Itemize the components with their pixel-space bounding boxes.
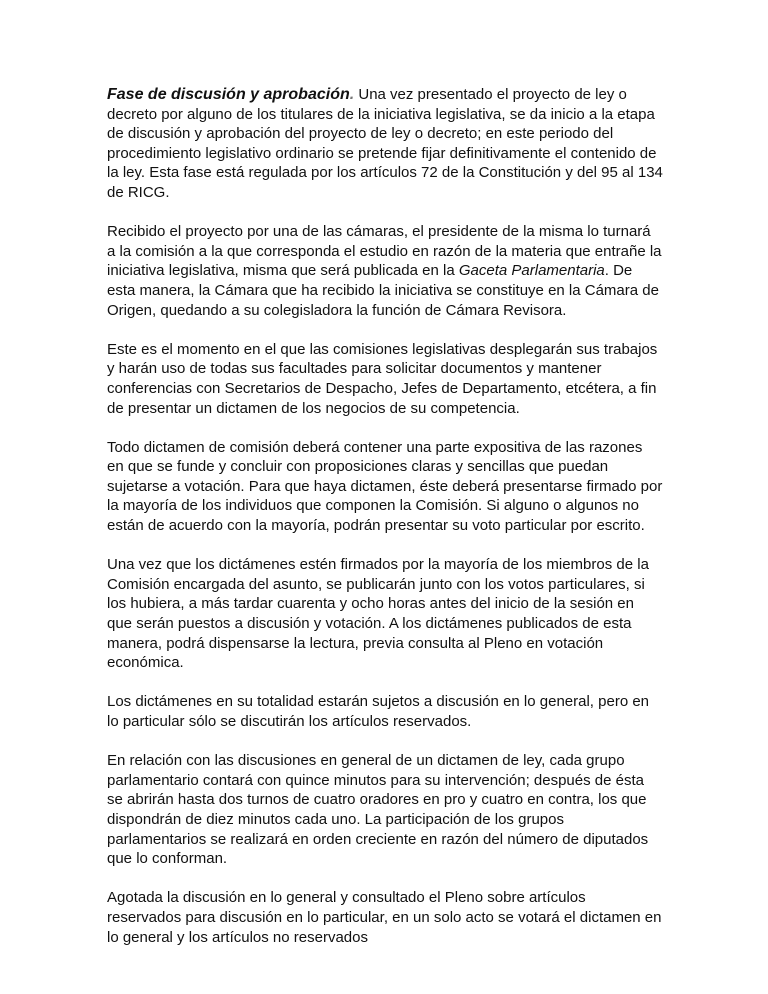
paragraph-commissions-work: Este es el momento en el que las comisiones legislativas desplegarán sus trabajos y harán uso de todas sus facultades para solicitar documentos y mantener conferencias con Secretarios de Despacho, Jefes de Departamento, etcétera, a fin de presentar un dictamen de los negocios de su competencia. (107, 340, 658, 417)
paragraph-turn-to-commission (107, 222, 663, 320)
section-heading: Fase de discusión y aprobación (107, 86, 350, 103)
document-body (107, 85, 663, 967)
paragraph-dictamen-content: Todo dictamen de comisión deberá contener una parte expositiva de las razones en que se funde y concluir con proposiciones claras y sencillas que puedan sujetarse a votación. Para que haya dictamen, éste deberá presentarse firmado por la mayoría de los individuos que componen la Comisión. Si alguno o algunos no están de acuerdo con la mayoría, podrán presentar su voto particular por escrito. (107, 438, 663, 535)
paragraph-2-before: Recibido el proyecto por una de las cámaras, el presidente de la misma lo turnará a la comisión a la que corresponda el estudio en razón de la materia que entrañe la iniciativa legislativa, misma que será publicada en la (107, 223, 662, 280)
section-heading-dot: . (349, 86, 355, 103)
paragraph-general-discussion: Los dictámenes en su totalidad estarán sujetos a discusión en lo general, pero en lo particular sólo se discutirán los artículos reservados. (107, 693, 650, 730)
paragraph-vote: Agotada la discusión en lo general y consultado el Pleno sobre artículos reservados para discusión en lo particular, en un solo acto se votará el dictamen en lo general y los artículos no reservados (107, 889, 662, 946)
paragraph-speaking-turns: En relación con las discusiones en general de un dictamen de ley, cada grupo parlamentario contará con quince minutos para su intervención; después de ésta se abrirán hasta dos turnos de cuatro oradores en pro y cuatro en contra, los que dispondrán de diez minutos cada uno. La participación de los grupos parlamentarios se realizará en orden creciente en razón del número de diputados que lo conforman. (107, 752, 649, 868)
paragraph-intro-text: Una vez presentado el proyecto de ley o decreto por alguno de los titulares de la iniciativa legislativa, se da inicio a la etapa de discusión y aprobación del proyecto de ley o decreto; en este periodo del procedimiento legislativo ordinario se pretende fijar definitivamente el contenido de la ley. Esta fase está regulada por los artículos 72 de la Constitución y del 95 al 134 de RICG. (107, 86, 663, 201)
paragraph-2-after: . De esta manera, la Cámara que ha recibido la iniciativa se constituye en la Cámara de Origen, quedando a su colegisladora la función de Cámara Revisora. (107, 262, 659, 319)
paragraph-intro (107, 85, 663, 203)
paragraph-dictamen-publication: Una vez que los dictámenes estén firmados por la mayoría de los miembros de la Comisión encargada del asunto, se publicarán junto con los votos particulares, si los hubiera, a más tardar cuarenta y ocho horas antes del inicio de la sesión en que serán puestos a discusión y votación. A los dictámenes publicados de esta manera, podrá dispensarse la lectura, previa consulta al Pleno en votación económica. (107, 556, 649, 672)
gaceta-parlamentaria-text: Gaceta Parlamentaria (458, 262, 605, 280)
